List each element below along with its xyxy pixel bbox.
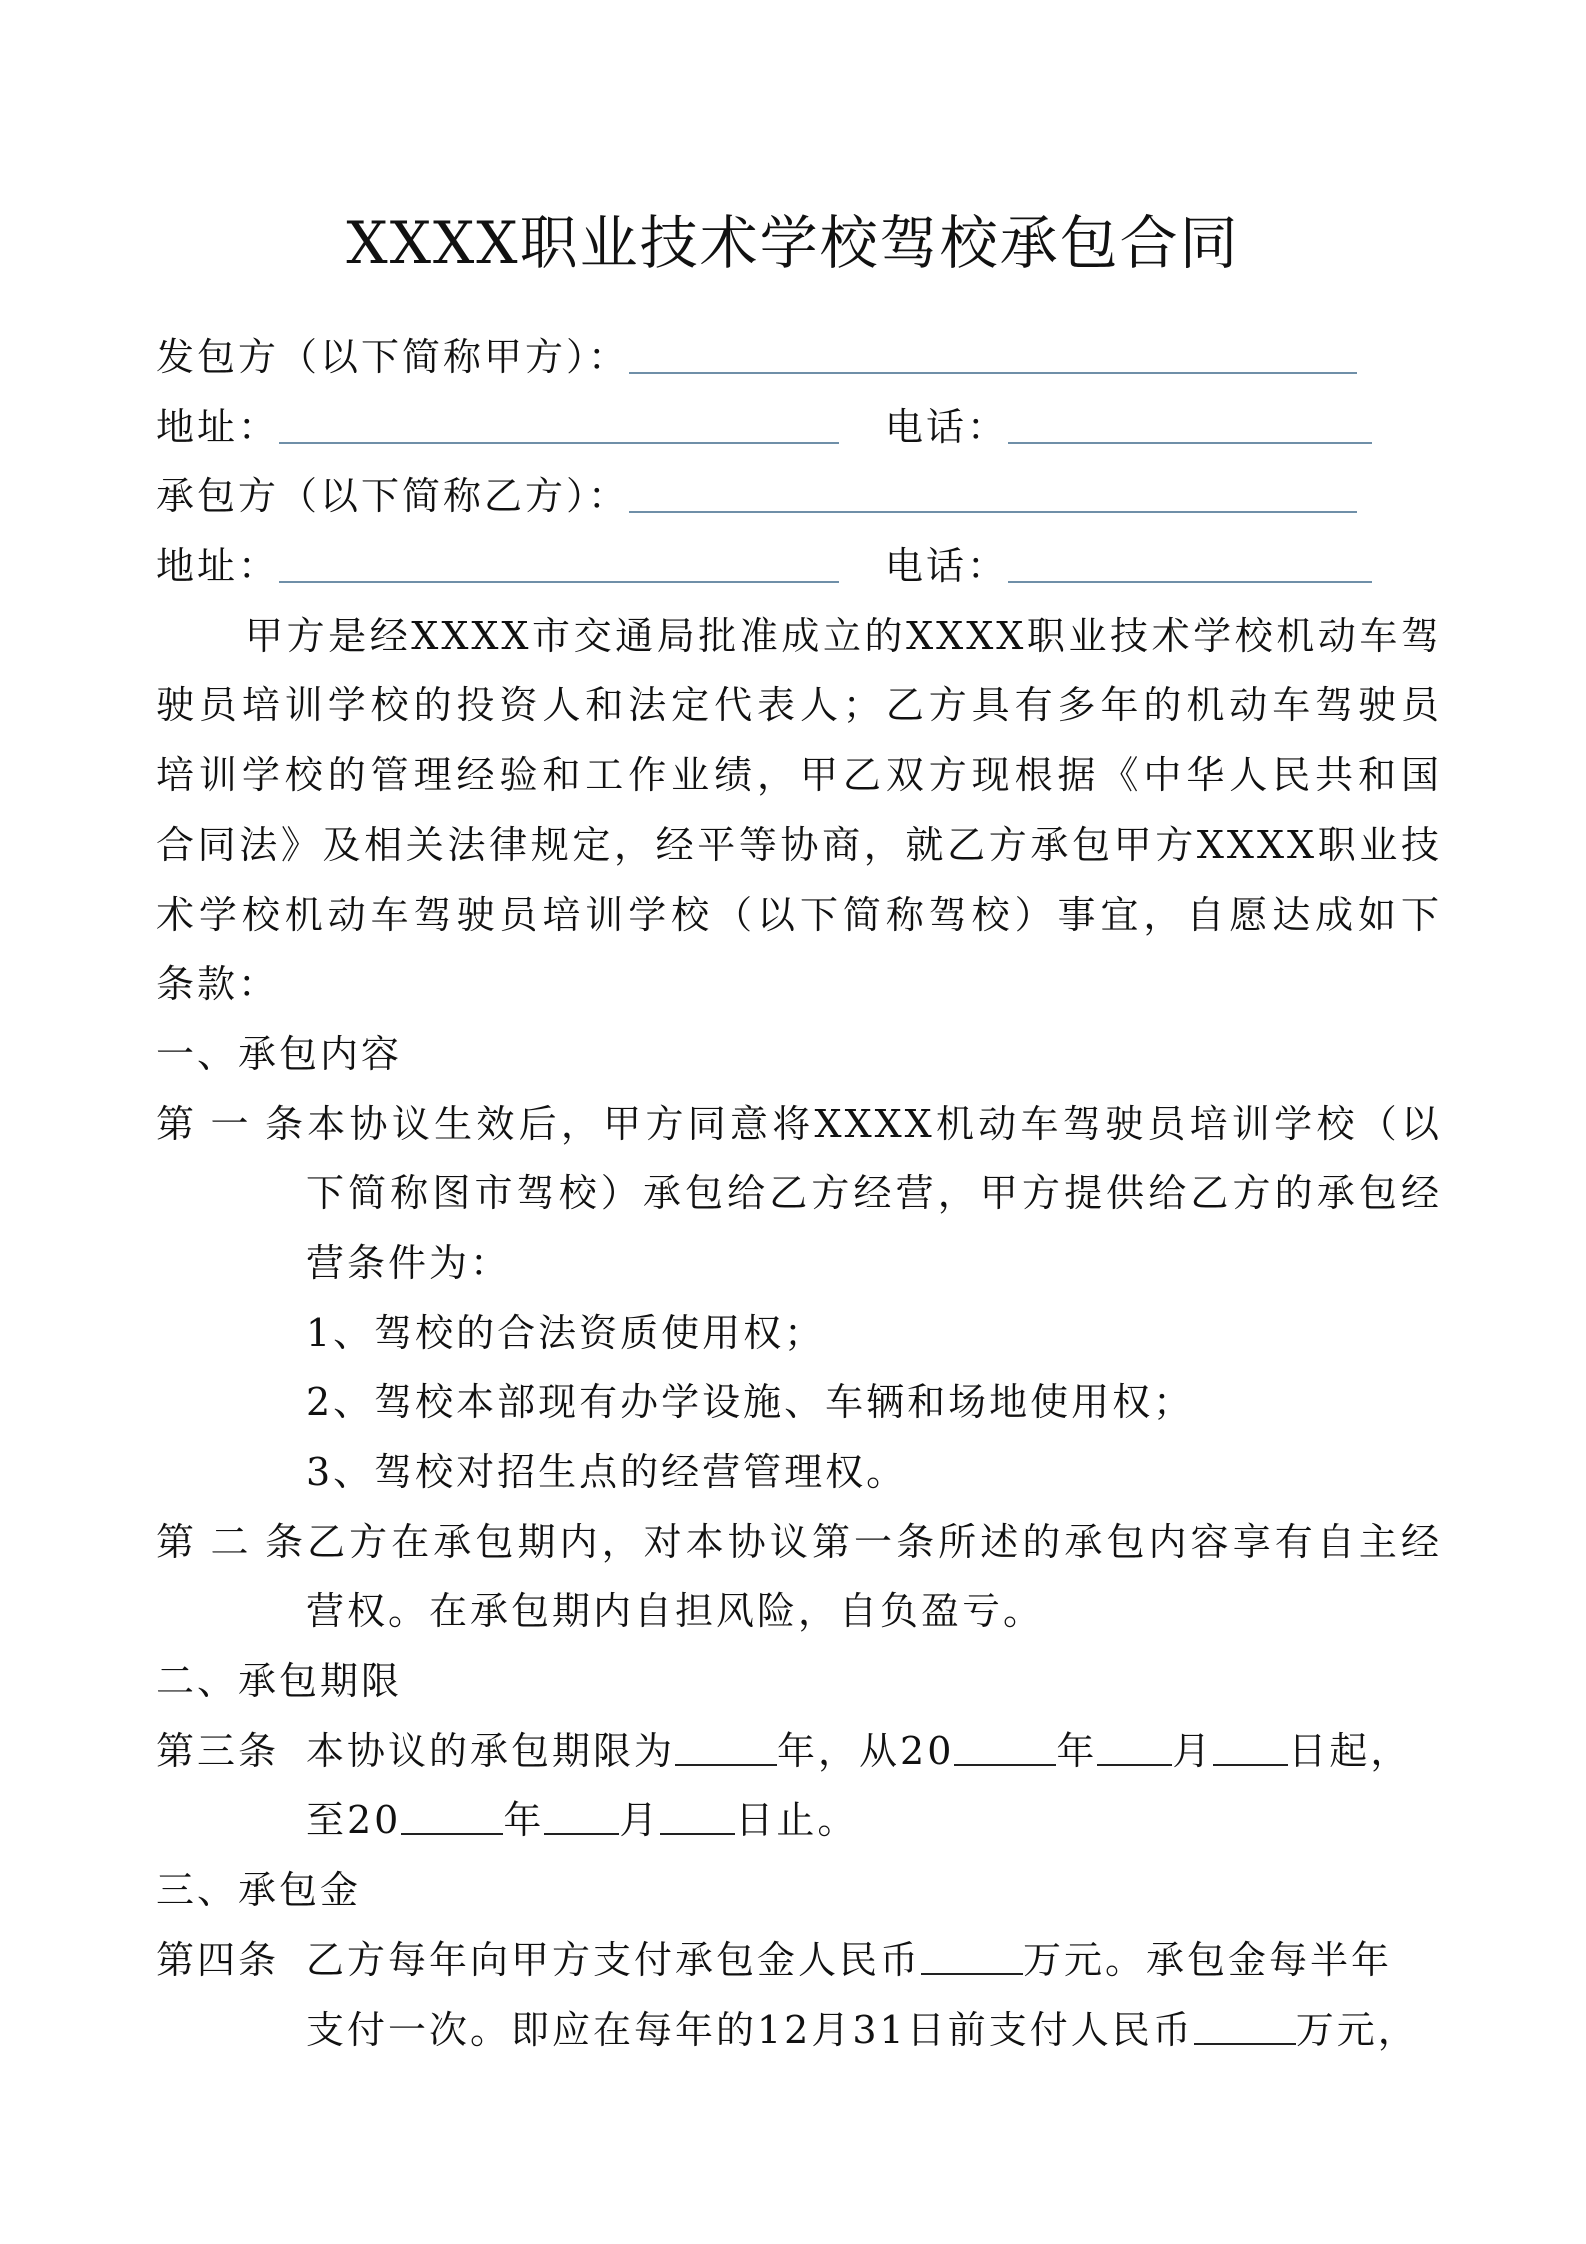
end-month-blank[interactable]: [544, 1803, 619, 1835]
article-text: 乙方每年向甲方支付承包金人民币: [306, 1937, 922, 1982]
article-text: 日止。: [735, 1798, 859, 1843]
article-text: 年: [1056, 1728, 1098, 1773]
annual-fee-blank[interactable]: [921, 1943, 1023, 1975]
article-text: 年，从20: [777, 1728, 955, 1773]
list-item: 3、驾校对招生点的经营管理权。: [306, 1450, 908, 1494]
party-b-line: [156, 462, 1442, 532]
article-1-line: 下简称图市驾校）承包给乙方经营，甲方提供给乙方的承包经: [306, 1171, 1442, 1216]
phone-label: 电话：: [885, 544, 1009, 589]
party-b-label: 承包方（以下简称乙方）：: [156, 474, 630, 519]
party-a-line: [156, 323, 1442, 393]
preamble-line: 培训学校的管理经验和工作业绩，甲乙双方现根据《中华人民共和国: [156, 753, 1442, 798]
article-label: 第二条: [156, 1519, 306, 1564]
article-2-line: 营权。在承包期内自担风险，自负盈亏。: [306, 1589, 1045, 1634]
article-text: 月: [619, 1798, 661, 1843]
article-label: 第一条: [156, 1101, 306, 1146]
article-text: 乙方在承包期内，对本协议第一条所述的承包内容享有自主经: [306, 1519, 1442, 1564]
phone-label: 电话：: [885, 404, 1009, 449]
party-a-label: 发包方（以下简称甲方）：: [156, 335, 630, 379]
address-label: 地址：: [156, 544, 280, 589]
end-year-blank[interactable]: [401, 1803, 503, 1835]
article-text: 支付一次。即应在每年的12月31日前支付人民币: [306, 2007, 1194, 2052]
start-year-blank[interactable]: [954, 1734, 1056, 1766]
article-label: 第三条: [156, 1728, 280, 1773]
article-text: 万元，: [1295, 2007, 1419, 2052]
section-heading: 一、承包内容: [156, 1031, 403, 1076]
article-4-line: [156, 1996, 1442, 2066]
article-3-line: [156, 1717, 1442, 1787]
address-label: 地址：: [156, 404, 280, 449]
article-text: 至20: [306, 1798, 402, 1843]
list-item: 2、驾校本部现有办学设施、车辆和场地使用权；: [306, 1380, 1195, 1425]
party-b-address-field[interactable]: [279, 545, 839, 583]
article-text: 日起，: [1288, 1728, 1412, 1773]
preamble-line: 合同法》及相关法律规定，经平等协商，就乙方承包甲方XXXX职业技: [156, 822, 1442, 867]
contract-body: [156, 323, 1442, 2065]
installment-blank[interactable]: [1194, 2013, 1296, 2045]
article-3-line: [156, 1786, 1442, 1856]
preamble-line: 术学校机动车驾驶员培训学校（以下简称驾校）事宜，自愿达成如下: [156, 892, 1442, 937]
party-a-address-field[interactable]: [279, 406, 839, 444]
list-item: 1、驾校的合法资质使用权；: [306, 1310, 826, 1355]
end-day-blank[interactable]: [660, 1803, 735, 1835]
term-years-blank[interactable]: [675, 1734, 777, 1766]
article-1-line: [156, 1090, 1442, 1160]
preamble-line: 条款：: [156, 962, 280, 1007]
article-2-line: [156, 1508, 1442, 1578]
party-a-field[interactable]: [629, 336, 1357, 374]
article-1-line: 营条件为：: [306, 1240, 512, 1285]
article-text: 本协议的承包期限为: [306, 1728, 676, 1773]
party-a-phone-field[interactable]: [1008, 406, 1372, 444]
preamble-line: 甲方是经XXXX市交通局批准成立的XXXX职业技术学校机动车驾: [245, 613, 1442, 658]
article-text: 万元。承包金每半年: [1023, 1937, 1393, 1982]
article-4-line: [156, 1926, 1442, 1996]
article-text: 月: [1172, 1728, 1214, 1773]
article-text: 年: [503, 1798, 545, 1843]
preamble-line: 驶员培训学校的投资人和法定代表人；乙方具有多年的机动车驾驶员: [156, 683, 1442, 728]
section-heading: 三、承包金: [156, 1868, 362, 1913]
party-b-phone-field[interactable]: [1008, 545, 1372, 583]
article-text: 本协议生效后，甲方同意将XXXX机动车驾驶员培训学校（以: [306, 1101, 1442, 1146]
section-heading: 二、承包期限: [156, 1659, 403, 1704]
document-title: XXXX职业技术学校驾校承包合同: [346, 209, 1240, 277]
party-b-address-line: [156, 532, 1442, 602]
party-b-field[interactable]: [629, 475, 1357, 513]
party-a-address-line: [156, 393, 1442, 463]
start-day-blank[interactable]: [1213, 1734, 1288, 1766]
start-month-blank[interactable]: [1097, 1734, 1172, 1766]
article-label: 第四条: [156, 1937, 280, 1982]
